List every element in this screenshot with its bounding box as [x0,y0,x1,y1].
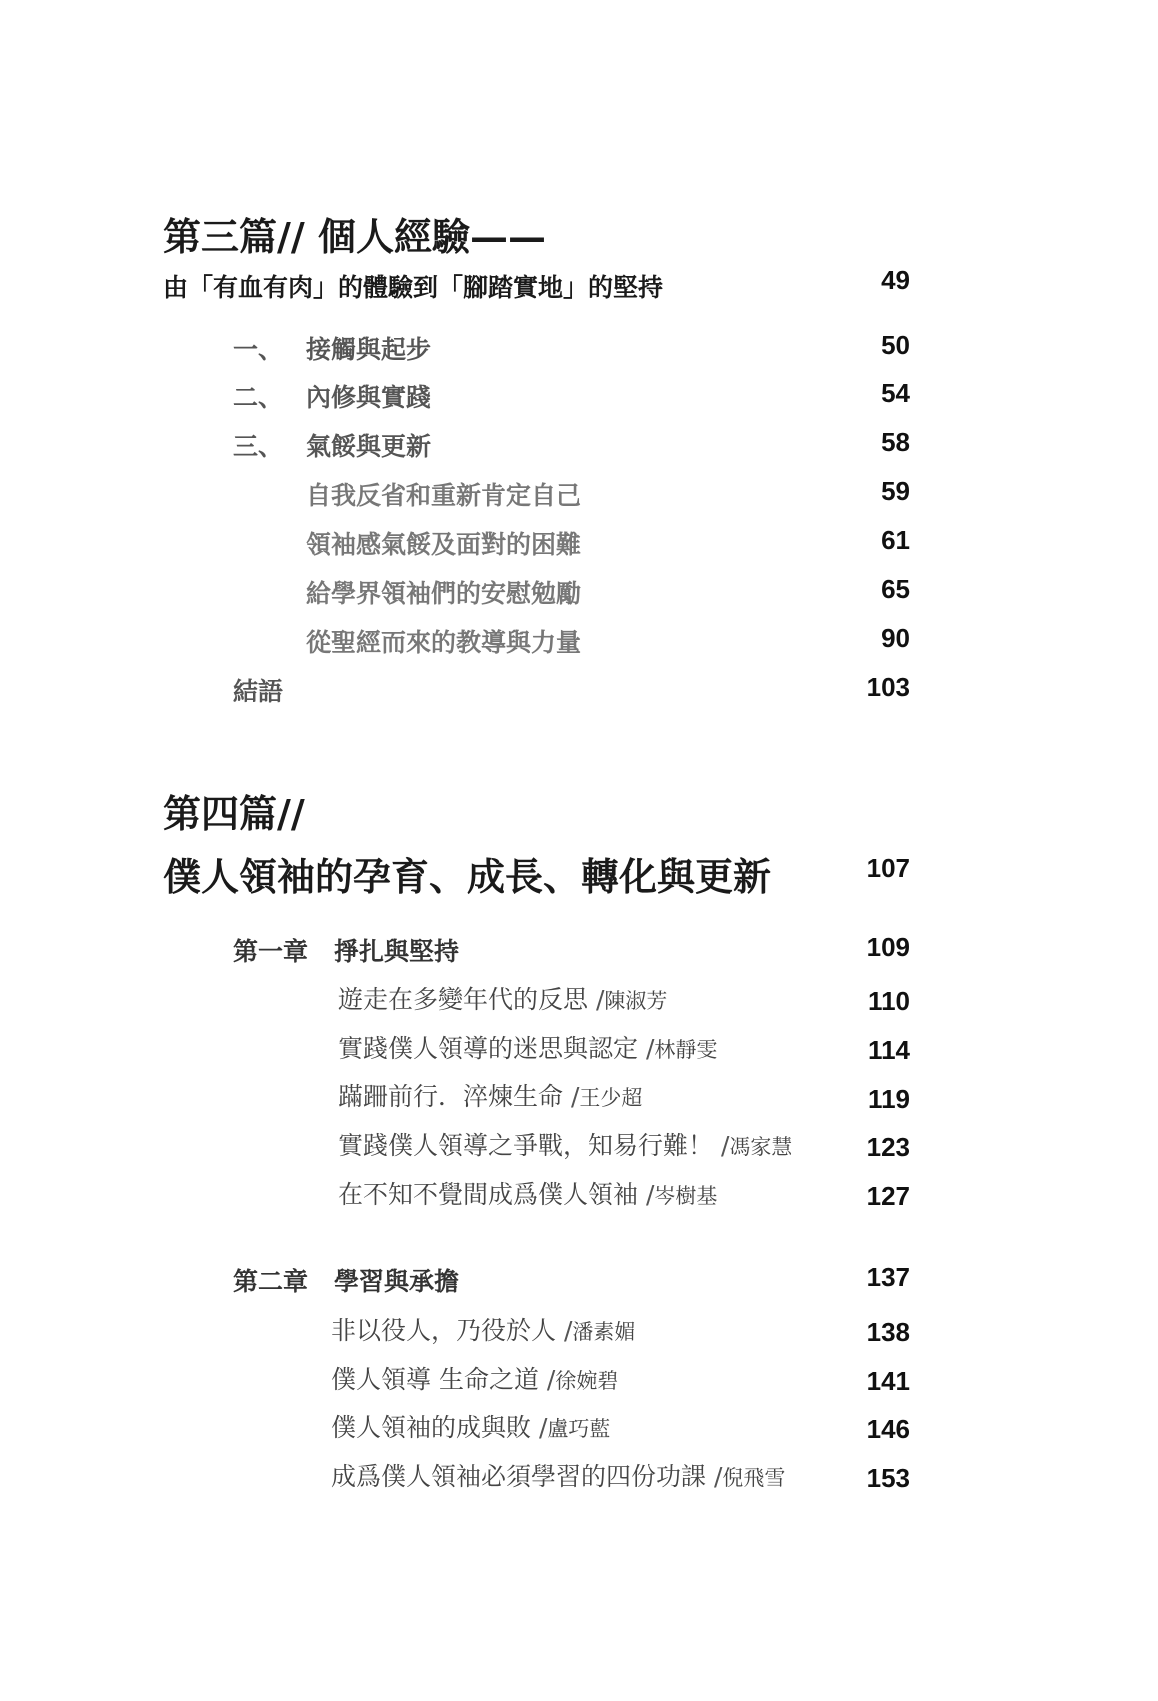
toc-entry [338,1175,717,1211]
entry-title: 蹣跚前行．淬煉生命 [338,1082,564,1111]
author-separator: / [713,1462,723,1491]
section-label: 內修與實踐 [306,383,432,412]
entry-author: 盧巧藍 [547,1417,611,1441]
entry-page: 153 [866,1463,910,1493]
entry-author: 潘素媚 [572,1320,636,1344]
entry-title: 在不知不覺間成爲僕人領袖 [338,1180,639,1209]
subsection-label: 給學界領袖們的安慰勉勵 [306,579,582,608]
entry-page: 110 [868,986,910,1016]
toc-entry [331,1457,785,1493]
part4-page: 107 [866,853,910,883]
author-separator: / [546,1365,556,1394]
author-separator: / [645,1180,655,1209]
section-page: 54 [881,378,910,408]
part3-title: 第三篇// 個人經驗—— [163,214,546,259]
part3-page: 49 [881,265,910,295]
part4-title: 第四篇// [163,791,305,836]
part3-subtitle: 由「有血有肉」的體驗到「腳踏實地」的堅持 [163,273,664,302]
entry-author: 馮家慧 [729,1135,793,1159]
chapter2-title: 學習與承擔 [334,1267,460,1296]
subsection-label: 領袖感氣餒及面對的困難 [306,530,582,559]
section-marker: 二、 [233,383,284,412]
entry-page: 138 [866,1317,910,1347]
entry-author: 林靜雯 [654,1038,718,1062]
section-label: 接觸與起步 [306,335,432,364]
author-separator: / [595,985,605,1014]
toc-entry [331,1360,618,1396]
entry-author: 岑樹基 [654,1184,718,1208]
entry-title: 僕人領袖的成與敗 [331,1413,532,1442]
chapter1-title: 掙扎與堅持 [334,937,460,966]
entry-page: 127 [866,1181,910,1211]
author-separator: / [538,1413,548,1442]
chapter1-page: 109 [866,932,910,962]
part4-subtitle: 僕人領袖的孕育、成長、轉化與更新 [163,854,772,899]
entry-title: 遊走在多變年代的反思 [338,985,589,1014]
toc-entry [338,1077,642,1113]
chapter2-marker: 第二章 [233,1267,309,1296]
entry-page: 114 [868,1035,910,1065]
subsection-label: 自我反省和重新肯定自己 [306,481,582,510]
entry-title: 成爲僕人領袖必須學習的四份功課 [331,1462,707,1491]
section-marker: 一、 [233,335,284,364]
entry-author: 徐婉碧 [555,1369,619,1393]
toc-entry [338,980,667,1016]
entry-title: 實踐僕人領導之爭戰，知易行難！ [338,1131,714,1160]
entry-page: 123 [866,1132,910,1162]
chapter2-page: 137 [866,1262,910,1292]
entry-title: 非以役人，乃役於人 [331,1316,557,1345]
subsection-page: 59 [881,476,910,506]
toc-entry [331,1408,610,1444]
subsection-page: 65 [881,574,910,604]
toc-entry [338,1126,792,1162]
entry-title: 僕人領導 生命之道 [331,1365,539,1394]
subsection-page: 61 [881,525,910,555]
chapter1-marker: 第一章 [233,937,309,966]
subsection-label: 從聖經而來的教導與力量 [306,628,582,657]
entry-page: 141 [866,1366,910,1396]
author-separator: / [570,1082,580,1111]
subsection-page: 90 [881,623,910,653]
conclusion-page: 103 [866,672,910,702]
entry-author: 倪飛雪 [722,1466,786,1490]
toc-entry [331,1311,635,1347]
toc-entry [338,1029,717,1065]
section-marker: 三、 [233,432,284,461]
entry-author: 王少超 [579,1086,643,1110]
entry-title: 實踐僕人領導的迷思與認定 [338,1034,639,1063]
conclusion-label: 結語 [233,677,284,706]
author-separator: / [645,1034,655,1063]
author-separator: / [720,1131,730,1160]
section-page: 58 [881,427,910,457]
section-page: 50 [881,330,910,360]
entry-author: 陳淑芳 [604,989,668,1013]
entry-page: 119 [868,1084,910,1114]
section-label: 氣餒與更新 [306,432,432,461]
entry-page: 146 [866,1414,910,1444]
author-separator: / [563,1316,573,1345]
